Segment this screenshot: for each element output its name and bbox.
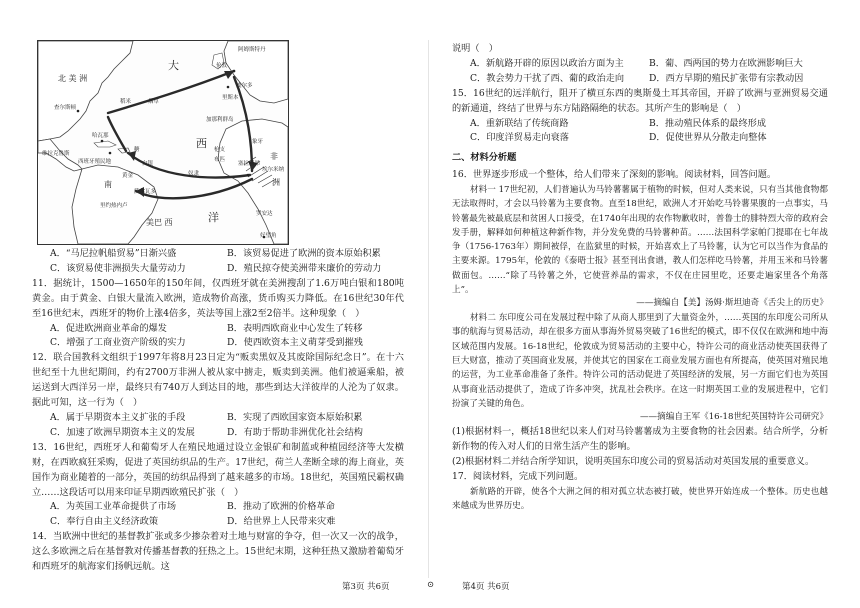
map-label-gold: 黄金 [122,173,134,179]
q14-option-d[interactable]: D．西方早期的殖民扩张带有宗教动因 [649,72,804,84]
material-3: 新航路的开辟，使各个大洲之间的相对孤立状态被打破，使世界开始连成一个整体。历史也越来越成为世界历史。 [452,486,828,511]
q14-options [452,57,828,87]
question-12: 12．联合国教科文组织于1997年将8月23日定为“贩卖黑奴及其废除国际纪念日”。在十六世纪至十九世纪期间，约有2700万非洲人被从家中掳走，贩卖到美洲。他们被逼乘船，被运送到大西洋另一岸，最终只有740万人到达目的地，那些到达大洋彼岸的人沦为了奴隶。据此可知，这一行为（ ） [32,352,404,409]
map-label-da: 大 [168,59,179,72]
map-label-tobacco: 烟草 [148,99,160,105]
q13-option-c[interactable]: C．奉行自由主义经济政策 [50,516,159,528]
q15-option-a[interactable]: A．重新联结了传统商路 [470,117,569,129]
q13-option-a[interactable]: A．为英国工业革命提供了市场 [50,501,177,513]
map-label-south-america-2: 美巴 西 [146,218,173,227]
map-label-south-america: 南 [104,180,112,189]
map-label-angola: 罗安达 [256,211,273,217]
map-label-sierra: 塞拉利昂 [238,161,261,167]
map-label-charleston: 查尔斯顿 [54,105,77,111]
q13-options [32,500,404,530]
map-label-yang: 洋 [208,211,219,224]
map-label-africa: 非 [270,152,278,161]
material-1-source: ——摘编自【美】汤姆·斯坦迪奇《舌尖上的历史》 [636,298,828,309]
page-number-right: 第4页 共6页 [462,582,510,592]
question-11: 11．据统计，1500—1650年的150年间，仅西班牙就在美洲搜刮了1.6万吨白银和180吨黄金。由于黄金、白银大量流入欧洲，造成物价高涨，货币购买力降低。在16世纪30年代至16世纪末，西班牙的物价上涨4倍多，英法等国上涨2至2倍半。这种现象（ ） [32,277,404,319]
map-label-lisbon: 里斯本 [222,95,239,101]
question-17: 17．阅读材料，完成下列问题。 [452,470,584,482]
map-label-slaves: 奴隶 [188,171,200,177]
q14-tail: 说明（ ） [452,43,498,54]
q14-option-c[interactable]: C．教会势力干扰了西、葡的政治走向 [470,72,625,84]
q10-option-b[interactable]: B．该贸易促进了欧洲的资本原始积累 [227,248,381,259]
triangular-trade-map [37,40,289,245]
material-1: 材料一 17世纪初，人们普遍认为马铃薯薯属于植物的时候，但对人类来说，只有当其他食物都无法取得时，才会以马铃薯为主要食物。直至18世纪，欧洲人才开始吃马铃薯果腹的一点事实，马铃薯最先被最底层和贫困人口接受，在1740年出现的农作物歉收时，普鲁士的腓特烈大帝的政府会发手册，解释如何种植这种新作物，并分发免费的马铃薯种苗。……法国科学家帕门提耶在七年战争（1756-1763年）期间被俘，在监狱里的时候，开始喜欢上了马铃薯，认为它可以当作为食品的主要来源。1795年，伦敦的《泰晤士报》甚至刊出食谱，教人们怎样吃马铃薯，并用玉米和马铃薯做面包。……“除了马铃薯之外，它使营养品的需求，不仅在庄园里吃，还要走遍家里各个角落上”。 [452,185,828,296]
map-label-bahia: 萨尔瓦多 [134,189,157,195]
map-label-london: 伦敦 [216,63,228,69]
q12-option-a[interactable]: A．属于早期资本主义扩张的手段 [50,411,186,423]
q10-option-d[interactable]: D．殖民掠夺使美洲带来廉价的劳动力 [227,262,382,274]
q10-option-a[interactable]: A．“马尼拉帆船贸易”日渐兴盛 [50,248,177,259]
q11-option-d[interactable]: D．使西欧资本主义萌芽受到摧残 [227,337,363,349]
q11-option-b[interactable]: B．表明西欧商业中心发生了转移 [227,322,363,334]
map-label-rio: 里约热内卢 [100,203,128,209]
map-label-veracruz: 维拉克鲁斯 [42,151,70,157]
q10-option-c[interactable]: C．该贸易使非洲损失大量劳动力 [50,262,186,274]
map-label-silver: 白银 [142,161,154,167]
map-label-amsterdam: 阿姆斯特丹 [238,47,266,53]
q11-option-a[interactable]: A．促进欧洲商业革命的爆发 [50,322,167,334]
q13-option-b[interactable]: B．推动了欧洲的价格革命 [227,501,335,513]
map-label-spanish-colony: 西班牙殖民地 [78,159,112,165]
page-number-left: 第3页 共6页 [342,582,390,592]
q15-options [452,117,828,147]
material-2: 材料二 东印度公司在发展过程中除了从商人那里到了大量资金外，……英国的东印度公司所从事的航海与贸易活动，却在很多方面从事海外贸易突破了16世纪的模式，即不仅仅在欧洲和地中海区域范围内发展。16-18世纪，伦敦成为贸易活动的主要中心，特许公司的商业活动使英国获得了巨大财富，推动了英国商业发展，并使其它的国家在工商业发展方面也有所提高，使英国对殖民地的运营，为工业革命准备了条件。特许公司的活动促进了英国经济的发展，另一方面它们也为英国从事商业活动提供了，造成了许多冲突，扰乱社会秩序。在这一时期英国工业的发展进程中，它们扮演了关键的角色。 [452,313,828,409]
q10-options [32,247,404,277]
map-label-rice: 稻米 [120,99,132,105]
question-13: 13．16世纪，西班牙人和葡萄牙人在殖民地通过设立金银矿和制蓝或种植园经济等大发横财，在西欧疯狂采购，促进了英国纺织品的生产。17世纪，荷兰人垄断全球的海上商业，英国作为商业随着的一部分，英国的纺织品得到了越来越多的市场。18世纪，英国殖民霸权确立……这段话可以用来印证早期西欧殖民扩张（ ） [32,441,404,498]
left-column [32,247,404,575]
question-14: 14．当欧洲中世纪的基督教扩张或多少掺杂着对土地与财富的争夺，但一次又一次的战争，这么多欧洲之后在基督教对传播基督教的狂热之上。15世纪末期，这种狂热又激励着葡萄牙和西班牙的航海家们扬帆远航。这 [32,531,404,573]
right-column [452,42,828,513]
map-label-xi: 西 [196,137,207,150]
q14-option-a[interactable]: A．新航路开辟的原因以政治方面为主 [470,57,624,69]
q15-option-b[interactable]: B．推动殖民体系的最终形成 [649,117,767,129]
q12-option-c[interactable]: C．加速了欧洲早期资本主义的发展 [50,426,195,438]
map-label-guns: 枪支 [214,147,226,153]
map-label-mina: 埃尔米纳 [262,167,285,173]
q13-option-d[interactable]: D．给世界上人民带来灾难 [227,516,336,528]
q15-option-d[interactable]: D．促使世界从分散走向整体 [649,132,767,144]
map-label-havana: 哈瓦那 [92,133,109,139]
q12-option-d[interactable]: D．有助于帮助非洲优化社会结构 [227,426,363,438]
task-2: (2)根据材料二并结合所学知识，说明英国东印度公司的贸易活动对英国发展的重要意义。 [452,455,815,467]
map-label-sugar: 糖 [134,147,140,153]
task-1: (1)根据材料一，概括18世纪以来人们对马铃薯薯成为主要食物的社会因素。结合所学，分析新作物的传入对人们的日常生活产生的影响。 [452,425,828,452]
map-label-bordeaux: 波尔多 [236,83,253,89]
map-label-zhou: 洲 [272,178,280,187]
q15-option-c[interactable]: C．印度洋贸易走向衰落 [470,132,569,144]
map-drawing [38,41,288,244]
material-2-source: ——摘编自王军《16-18世纪英国特许公司研究》 [639,412,828,423]
q11-options [32,322,404,352]
map-label-north-america: 北 美 洲 [58,74,88,83]
map-label-ivory: 象牙 [252,139,264,145]
map-label-canary: 加那利群岛 [206,117,234,123]
question-15: 15．16世纪的远洋航行，阻开了横亘东西的奥斯曼土耳其帝国，开辟了欧洲与亚洲贸易交通的新通道，终结了世界与东方陆路隔绝的状态。其所产生的影响是（ ） [452,87,828,114]
page-divider [428,40,429,578]
map-label-cape: 好望角 [260,233,277,239]
q14-option-b[interactable]: B．葡、西两国的势力在欧洲影响巨大 [649,57,803,69]
map-label-cloth: 布匹 [214,157,226,163]
section-heading-material: 二、材料分析题 [452,152,517,164]
q11-option-c[interactable]: C．增强了工商业资产阶级的实力 [50,337,186,349]
q12-option-b[interactable]: B．实现了西欧国家资本原始积累 [227,411,363,423]
question-16: 16．世界逐步形成一个整体，给人们带来了深刻的影响。阅读材料，回答问题。 [452,169,777,181]
footer-symbol-icon: ⊙ [427,580,435,590]
q12-options [32,411,404,441]
